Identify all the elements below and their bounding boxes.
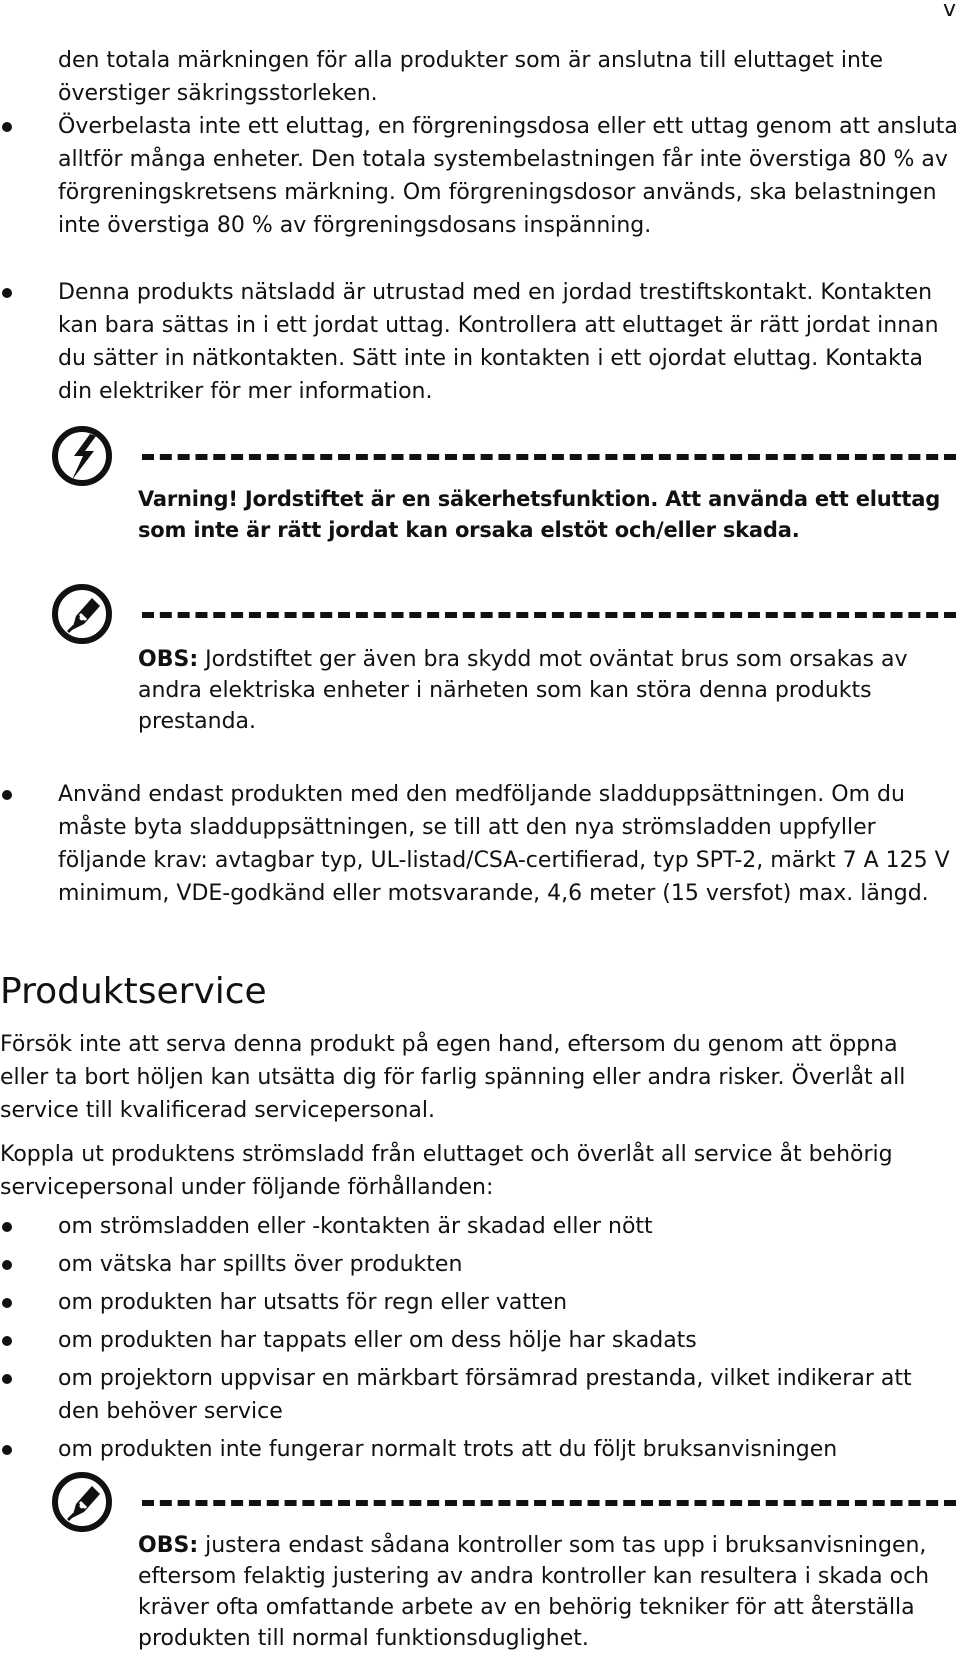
lightning-warning-icon: [50, 424, 114, 488]
note-label: OBS:: [138, 1533, 199, 1558]
list-item-text: om vätska har spillts över produkten: [58, 1252, 463, 1277]
note-divider: [142, 454, 956, 460]
paragraph: Koppla ut produktens strömsladd från eluttaget och överlåt all service åt behörig servicepersonal under följande förhållanden:: [0, 1142, 893, 1200]
bullet-dot: [2, 790, 12, 800]
note-divider: [142, 1500, 956, 1506]
bullet-dot: [2, 1298, 12, 1308]
list-item: [0, 1248, 958, 1281]
list-item-text: Överbelasta inte ett eluttag, en förgreningsdosa eller ett uttag genom att ansluta alltför många enheter. Den totala systembelastningen får inte överstiga 80 % av förgreningskretsens märkning. Om förgreningsdosor används, ska belastningen inte överstiga 80 % av förgreningsdosans inspänning.: [58, 114, 958, 238]
safety-bullet-list: [0, 110, 958, 408]
list-item-text: Denna produkts nätsladd är utrustad med en jordad trestiftskontakt. Kontakten kan bara sättas in i ett jordat uttag. Kontrollera att eluttaget är rätt jordat innan du sätter in nätkontakten. Sätt inte in kontakten i ett ojordat eluttag. Kontakta din elektriker för mer information.: [58, 280, 939, 404]
list-item: [0, 1324, 958, 1357]
list-item: [0, 778, 958, 910]
list-item-text: om produkten har tappats eller om dess hölje har skadats: [58, 1328, 697, 1353]
note-1-text: [138, 644, 958, 737]
bullet-dot: [2, 1374, 12, 1384]
list-item-text: om produkten har utsatts för regn eller vatten: [58, 1290, 568, 1315]
bullet-dot: [2, 1260, 12, 1270]
bullet-dot: [2, 1222, 12, 1232]
paragraph: Försök inte att serva denna produkt på egen hand, eftersom du genom att öppna eller ta bort höljen kan utsätta dig för farlig spänning eller andra risker. Överlåt all service till kvalificerad servicepersonal.: [0, 1032, 906, 1123]
list-item-text: om projektorn uppvisar en märkbart försämrad prestanda, vilket indikerar att den behöver service: [58, 1366, 912, 1424]
list-item: [0, 110, 958, 276]
note-body: justera endast sådana kontroller som tas upp i bruksanvisningen, eftersom felaktig justering av andra kontroller kan resultera i skada och kräver ofta omfattande arbete av en behörig tekniker för att återställa produkten till normal funktionsduglighet.: [138, 1533, 930, 1651]
bullet-dot: [2, 1336, 12, 1346]
section-heading: Produktservice: [0, 971, 267, 1012]
note-2-text: [138, 1530, 958, 1654]
bullet-dot: [2, 288, 12, 298]
bullet-dot: [2, 122, 12, 132]
list-item: [0, 1210, 958, 1243]
list-item-text: om strömsladden eller -kontakten är skadad eller nött: [58, 1214, 653, 1239]
cord-bullet-list: [0, 778, 958, 910]
pen-note-icon: [50, 582, 114, 646]
note-divider: [142, 612, 956, 618]
pen-note-icon: [50, 1470, 114, 1534]
continuation-text: den totala märkningen för alla produkter som är anslutna till eluttaget inte överstiger säkringsstorleken.: [58, 48, 884, 106]
note-label: OBS:: [138, 647, 199, 672]
page-number: v: [942, 0, 956, 22]
bullet-dot: [2, 1445, 12, 1455]
note-body: Jordstiftet ger även bra skydd mot oväntat brus som orsakas av andra elektriska enheter i närheten som kan störa denna produkts prestanda.: [138, 647, 908, 734]
list-item: [0, 1433, 958, 1466]
service-conditions-list: [0, 1210, 958, 1466]
list-item-text: om produkten inte fungerar normalt trots att du följt bruksanvisningen: [58, 1437, 838, 1462]
list-item: [0, 276, 958, 408]
list-item: [0, 1362, 958, 1428]
list-item-text: Använd endast produkten med den medföljande sladduppsättningen. Om du måste byta sladduppsättningen, se till att den nya strömsladden uppfyller följande krav: avtagbar typ, UL-listad/CSA-certifierad, typ SPT-2, märkt 7 A 125 V minimum, VDE-godkänd eller motsvarande, 4,6 meter (15 versfot) max. längd.: [58, 782, 950, 906]
warning-text: Varning! Jordstiftet är en säkerhetsfunktion. Att använda ett eluttag som inte är rätt jordat kan orsaka elstöt och/eller skada.: [138, 487, 941, 542]
list-item: [0, 1286, 958, 1319]
